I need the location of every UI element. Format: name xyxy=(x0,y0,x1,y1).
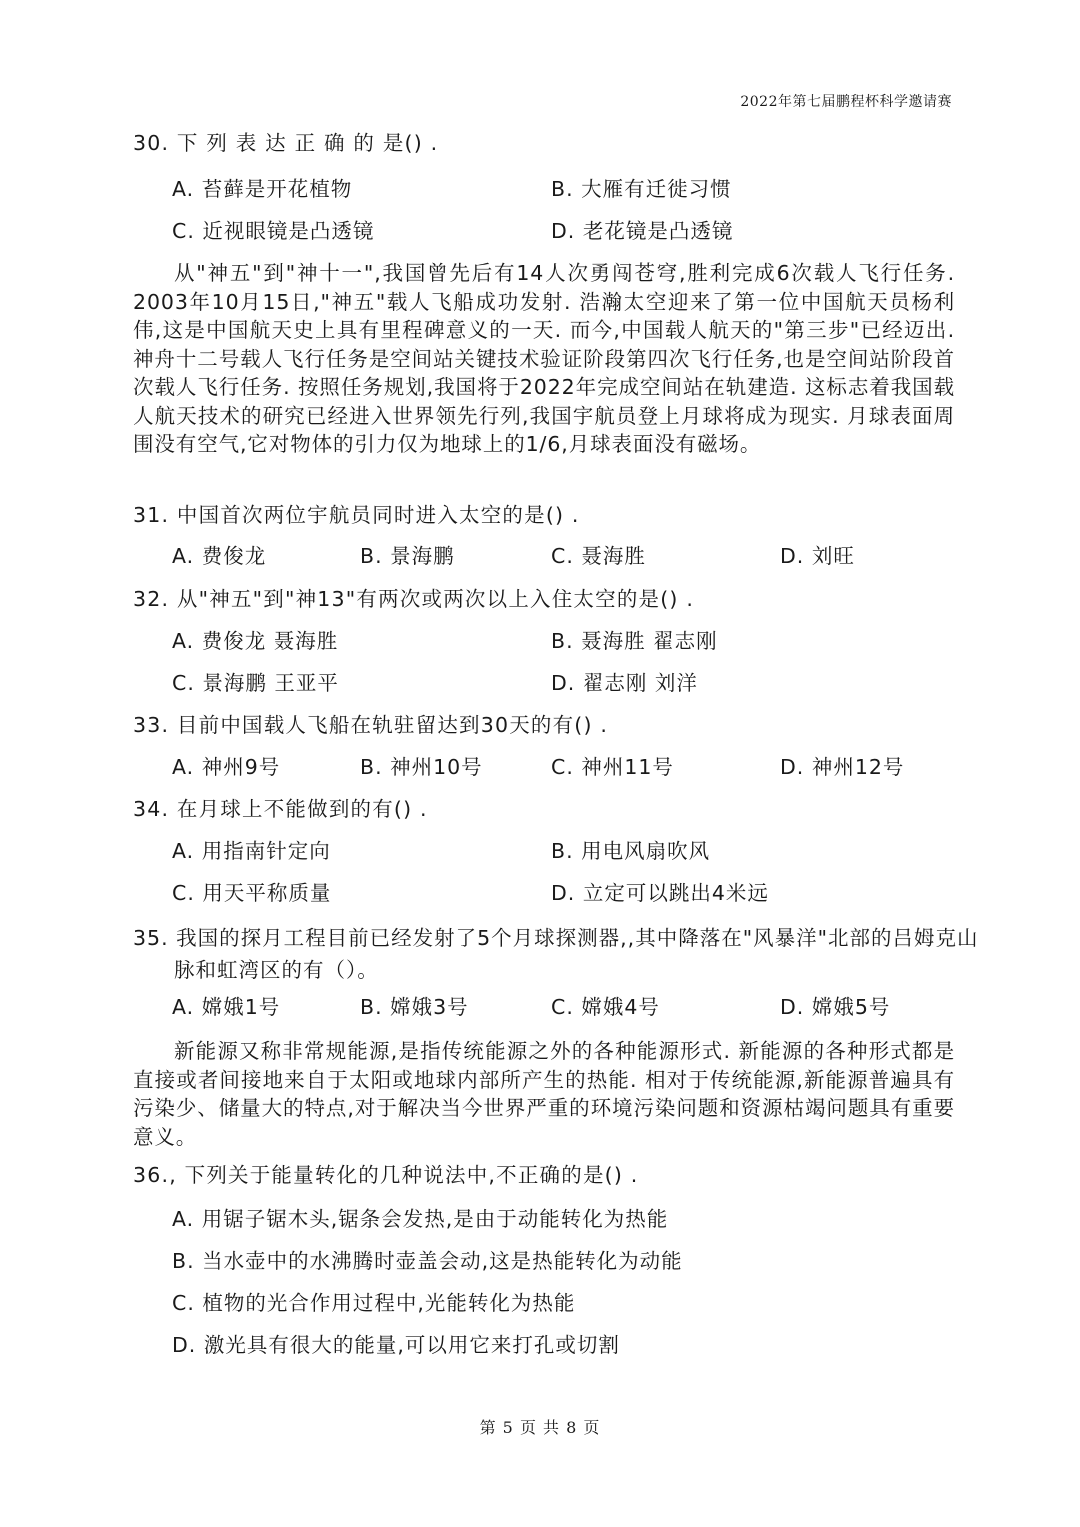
question-36-option-d: D. 激光具有很大的能量,可以用它来打孔或切割 xyxy=(172,1333,620,1357)
question-35-option-a: A. 嫦娥1号 xyxy=(172,995,281,1019)
question-33-option-c: C. 神州11号 xyxy=(551,755,674,779)
question-34-option-d: D. 立定可以跳出4米远 xyxy=(551,881,769,905)
question-31-stem: 31. 中国首次两位宇航员同时进入太空的是() . xyxy=(133,503,580,527)
question-33-option-d: D. 神州12号 xyxy=(780,755,905,779)
question-34-option-b: B. 用电风扇吹风 xyxy=(551,839,711,863)
question-32-option-a: A. 费俊龙 聂海胜 xyxy=(172,629,339,653)
question-36-option-b: B. 当水壶中的水沸腾时壶盖会动,这是热能转化为动能 xyxy=(172,1249,683,1273)
reading-passage-energy: 新能源又称非常规能源,是指传统能源之外的各种能源形式. 新能源的各种形式都是直接或者间接地来自于太阳或地球内部所产生的热能. 相对于传统能源,新能源普遍具有污染少、储量大的特点,对于解决当今世界严重的环境污染问题和资源枯竭问题具有重要意义。 xyxy=(133,1039,955,1149)
question-30-stem: 30. 下 列 表 达 正 确 的 是() . xyxy=(133,131,439,155)
question-35-option-c: C. 嫦娥4号 xyxy=(551,995,660,1019)
question-33-stem: 33. 目前中国载人飞船在轨驻留达到30天的有() . xyxy=(133,713,609,737)
question-34-option-a: A. 用指南针定向 xyxy=(172,839,331,863)
question-32-option-c: C. 景海鹏 王亚平 xyxy=(172,671,339,695)
question-33-option-a: A. 神州9号 xyxy=(172,755,281,779)
question-31-option-b: B. 景海鹏 xyxy=(360,544,455,568)
question-32-stem: 32. 从"神五"到"神13"有两次或两次以上入住太空的是() . xyxy=(133,587,695,611)
question-30-option-c: C. 近视眼镜是凸透镜 xyxy=(172,219,375,243)
question-31-option-a: A. 费俊龙 xyxy=(172,544,267,568)
question-32-option-b: B. 聂海胜 翟志刚 xyxy=(551,629,718,653)
question-31-option-d: D. 刘旺 xyxy=(780,544,855,568)
question-35-option-b: B. 嫦娥3号 xyxy=(360,995,469,1019)
question-30-option-b: B. 大雁有迁徙习惯 xyxy=(551,177,732,201)
question-36-option-c: C. 植物的光合作用过程中,光能转化为热能 xyxy=(172,1291,576,1315)
question-31-option-c: C. 聂海胜 xyxy=(551,544,646,568)
question-36-stem: 36., 下列关于能量转化的几种说法中,不正确的是() . xyxy=(133,1163,639,1187)
question-32-option-d: D. 翟志刚 刘洋 xyxy=(551,671,698,695)
reading-passage-space: 从"神五"到"神十一",我国曾先后有14人次勇闯苍穹,胜利完成6次载人飞行任务. 2003年10月15日,"神五"载人飞船成功发射. 浩瀚太空迎来了第一位中国航天员杨利伟,这是中国航天史上具有里程碑意义的一天. 而今,中国载人航天的"第三步"已经迈出. 神舟十二号载人飞行任务是空间站关键技术验证阶段第四次飞行任务,也是空间站阶段首次载人飞行任务. 按照任务规划,我国将于2022年完成空间站在轨建造. 这标志着我国载人航天技术的研究已经进入世界领先行列,我国宇航员登上月球将成为现实. 月球表面周围没有空气,它对物体的引力仅为地球上的1/6,月球表面没有磁场。 xyxy=(133,261,955,456)
question-33-option-b: B. 神州10号 xyxy=(360,755,483,779)
question-35-option-d: D. 嫦娥5号 xyxy=(780,995,891,1019)
page-footer: 第 5 页 共 8 页 xyxy=(479,1418,601,1437)
question-30-option-d: D. 老花镜是凸透镜 xyxy=(551,219,734,243)
question-34-stem: 34. 在月球上不能做到的有() . xyxy=(133,797,428,821)
header-title: 2022年第七届鹏程杯科学邀请赛 xyxy=(740,94,952,110)
question-34-option-c: C. 用天平称质量 xyxy=(172,881,332,905)
question-30-option-a: A. 苔藓是开花植物 xyxy=(172,177,353,201)
question-36-option-a: A. 用锯子锯木头,锯条会发热,是由于动能转化为热能 xyxy=(172,1207,669,1231)
question-35-stem: 35. 我国的探月工程目前已经发射了5个月球探测器,,其中降落在"风暴洋"北部的吕姆克山脉和虹湾区的有（）。 xyxy=(133,926,979,982)
